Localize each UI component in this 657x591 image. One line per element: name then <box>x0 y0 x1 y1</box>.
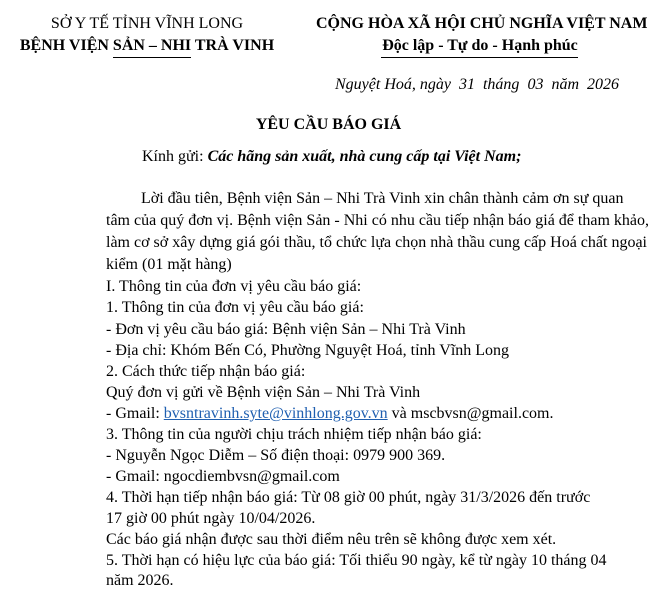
recipient-value: Các hãng sản xuất, nhà cung cấp tại Việt Nam; <box>207 148 522 165</box>
date-day: 31 <box>458 76 475 93</box>
section-1-1-heading: 1. Thông tin của đơn vị yêu cầu báo giá: <box>106 299 364 316</box>
hospital-underline <box>113 57 191 58</box>
intro-line-2: tâm của quý đơn vị. Bệnh viện Sản - Nhi có nhu cầu tiếp nhận báo giá để tham khảo, <box>106 212 649 229</box>
requesting-unit: - Đơn vị yêu cầu báo giá: Bệnh viện Sản – Nhi Trà Vinh <box>106 321 466 338</box>
date-month: 03 <box>527 76 544 93</box>
send-to: Quý đơn vị gửi về Bệnh viện Sản – Nhi Trà Vinh <box>106 384 421 401</box>
section-1-4-line-2: 17 giờ 00 phút ngày 10/04/2026. <box>106 510 316 527</box>
intro-line-1: Lời đầu tiên, Bệnh viện Sản – Nhi Trà Vinh xin chân thành cảm ơn sự quan <box>141 190 624 207</box>
contact-person: - Nguyễn Ngọc Diễm – Số điện thoại: 0979 900 369. <box>106 447 446 464</box>
recipient-line <box>142 147 521 167</box>
unit-address: - Địa chỉ: Khóm Bến Có, Phường Nguyệt Hoá, tỉnh Vĩnh Long <box>106 342 510 359</box>
intro-line-3: làm cơ sở xây dựng giá gói thầu, tổ chức lựa chọn nhà thầu cung cấp Hoá chất ngoại <box>106 234 647 251</box>
national-motto: Độc lập - Tự do - Hạnh phúc <box>382 37 578 54</box>
gmail-suffix: và mscbvsn@gmail.com. <box>387 405 554 422</box>
late-submission-note: Các báo giá nhận được sau thời điểm nêu trên sẽ không được xem xét. <box>106 531 557 548</box>
national-title: CỘNG HÒA XÃ HỘI CHỦ NGHĨA VIỆT NAM <box>316 15 648 32</box>
date-year-label: năm <box>551 76 579 93</box>
section-1-5-line-1: 5. Thời hạn có hiệu lực của báo giá: Tối thiểu 90 ngày, kể từ ngày 10 tháng 04 <box>106 552 607 569</box>
gmail-link[interactable]: bvsntravinh.syte@vinhlong.gov.vn <box>163 405 388 422</box>
section-1-3-heading: 3. Thông tin của người chịu trách nhiệm tiếp nhận báo giá: <box>106 426 482 443</box>
issuing-department: SỞ Y TẾ TỈNH VĨNH LONG <box>50 15 244 32</box>
intro-line-4: kiểm (01 mặt hàng) <box>106 256 232 273</box>
section-1-4-line-1: 4. Thời hạn tiếp nhận báo giá: Từ 08 giờ 00 phút, ngày 31/3/2026 đến trước <box>106 489 591 506</box>
recipient-label: Kính gửi: <box>142 148 204 165</box>
place-date <box>335 75 619 95</box>
contact-gmail: - Gmail: ngocdiembvsn@gmail.com <box>106 468 340 485</box>
document-title: YÊU CẦU BÁO GIÁ <box>255 116 402 133</box>
hospital-name: BỆNH VIỆN SẢN – NHI TRÀ VINH <box>19 37 275 54</box>
section-1-heading: I. Thông tin của đơn vị yêu cầu báo giá: <box>106 278 362 295</box>
section-1-2-heading: 2. Cách thức tiếp nhận báo giá: <box>106 363 306 380</box>
gmail-line <box>106 404 554 424</box>
place-date-prefix: Nguyệt Hoá, ngày <box>335 76 451 93</box>
date-month-label: tháng <box>482 76 520 93</box>
motto-underline <box>381 57 578 58</box>
section-1-5-line-2: năm 2026. <box>106 572 174 589</box>
date-year: 2026 <box>587 76 619 93</box>
gmail-prefix: - Gmail: <box>106 405 164 422</box>
